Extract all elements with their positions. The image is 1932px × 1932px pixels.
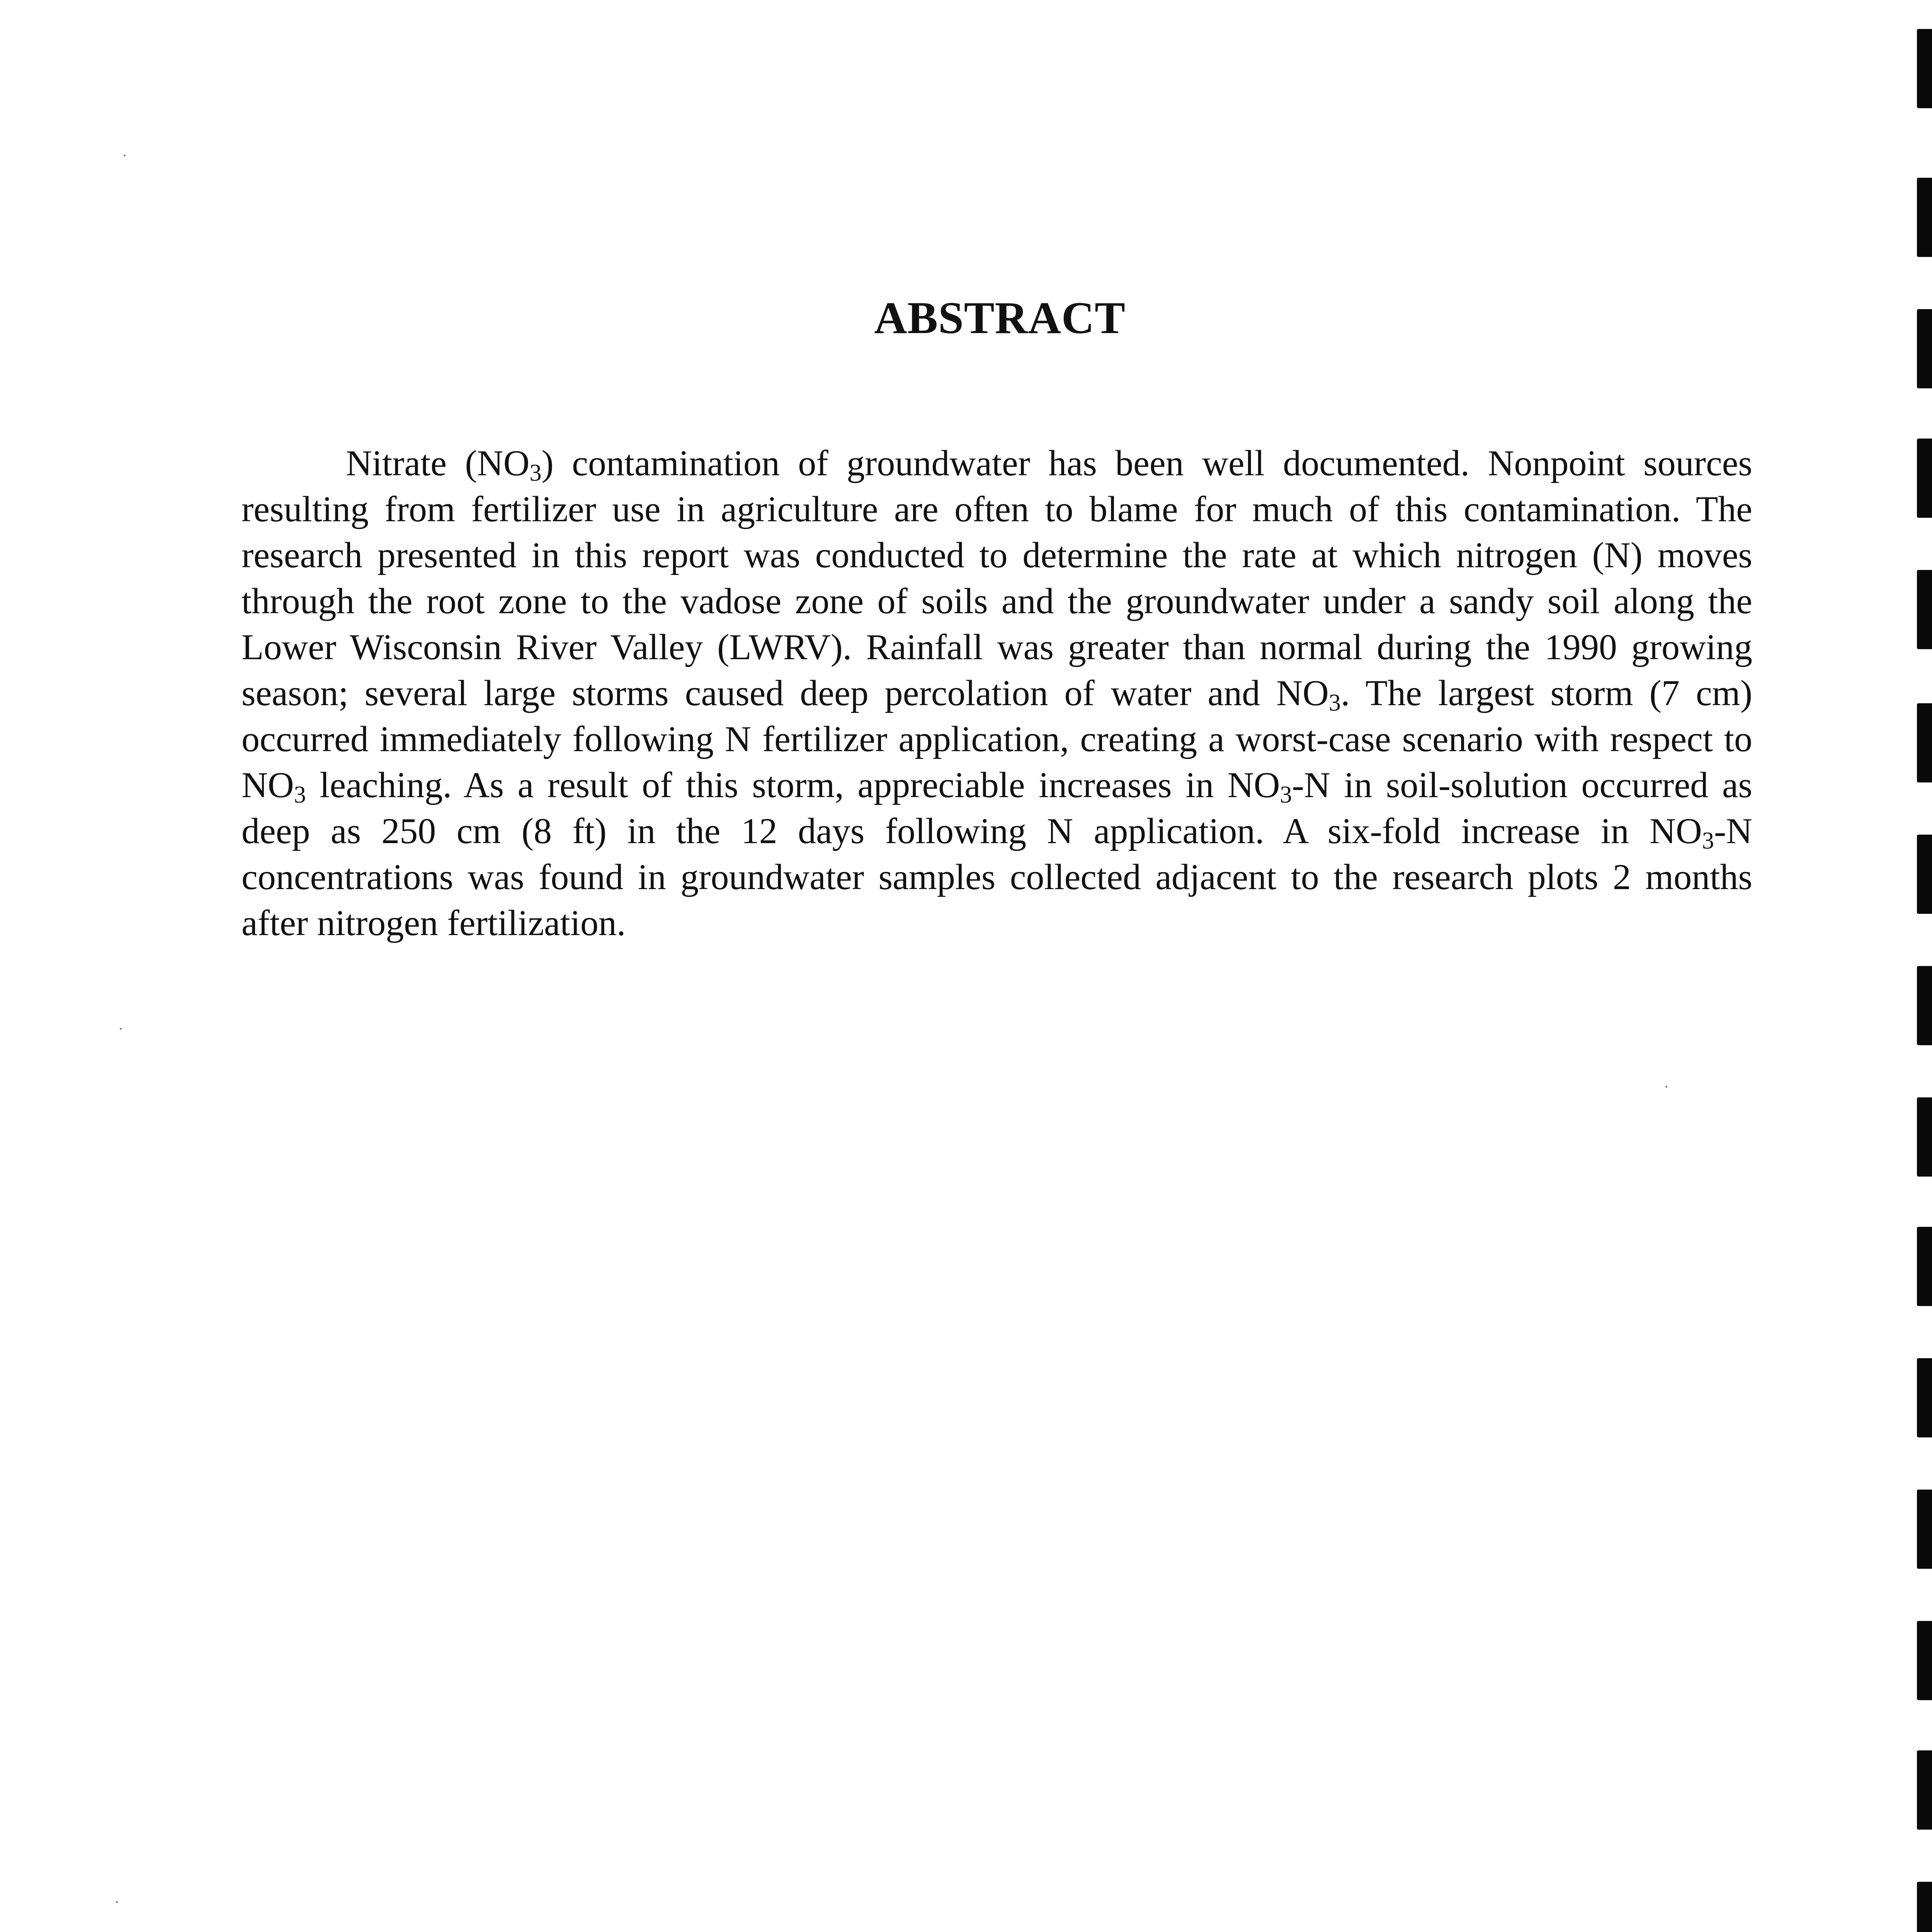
abstract-text: ) contamination of groundwater has been well documented. Nonpoint sources resulting from fertilizer use in agriculture are often to blame for much of this contamination. The research presented in this report was conducted to determine the rate at which nitrogen (N) moves through the root zone to the vadose zone of soils and the groundwater under a sandy soil along the Lower Wisconsin River Valley (LWRV). Rainfall was greater than normal during the 1990 growing season; several large storms caused deep percolation of water and NO xyxy=(242,443,1752,713)
subscript: 3 xyxy=(1328,690,1341,716)
binding-hole xyxy=(1917,178,1932,257)
subscript: 3 xyxy=(529,460,542,486)
binding-hole xyxy=(1917,570,1932,649)
subscript: 3 xyxy=(294,782,306,808)
binding-hole xyxy=(1917,1097,1932,1177)
scan-speck xyxy=(1665,1086,1667,1088)
scan-speck xyxy=(124,155,126,156)
binding-hole xyxy=(1917,1358,1932,1437)
binding-hole xyxy=(1917,703,1932,782)
binding-holes xyxy=(1915,0,1932,1932)
abstract-paragraph xyxy=(242,440,1752,946)
binding-hole xyxy=(1917,29,1932,108)
abstract-text: . The largest storm (7 cm) occurred immediately following N fertilizer application, creating a worst-case scenario with respect to NO xyxy=(242,673,1752,805)
abstract-text: -N concentrations was found in groundwater samples collected adjacent to the research plots 2 months after nitrogen fertilization. xyxy=(242,811,1752,943)
abstract-text: leaching. As a result of this storm, appreciable increases in NO xyxy=(306,765,1280,805)
binding-hole xyxy=(1917,1882,1932,1932)
subscript: 3 xyxy=(1702,828,1714,854)
binding-hole xyxy=(1917,1490,1932,1569)
abstract-text: Nitrate (NO xyxy=(346,443,530,483)
binding-hole xyxy=(1917,1621,1932,1700)
abstract-text: -N in soil-solution occurred as deep as 250 cm (8 ft) in the 12 days following N application. A six-fold increase in NO xyxy=(242,765,1753,851)
binding-hole xyxy=(1917,309,1932,388)
binding-hole xyxy=(1917,966,1932,1045)
binding-hole xyxy=(1917,439,1932,518)
page-title: ABSTRACT xyxy=(874,293,1126,343)
binding-hole xyxy=(1917,835,1932,914)
binding-hole xyxy=(1917,1227,1932,1306)
binding-hole xyxy=(1917,1750,1932,1830)
subscript: 3 xyxy=(1280,782,1292,808)
scan-speck xyxy=(116,1901,118,1903)
scan-speck xyxy=(120,1028,122,1030)
